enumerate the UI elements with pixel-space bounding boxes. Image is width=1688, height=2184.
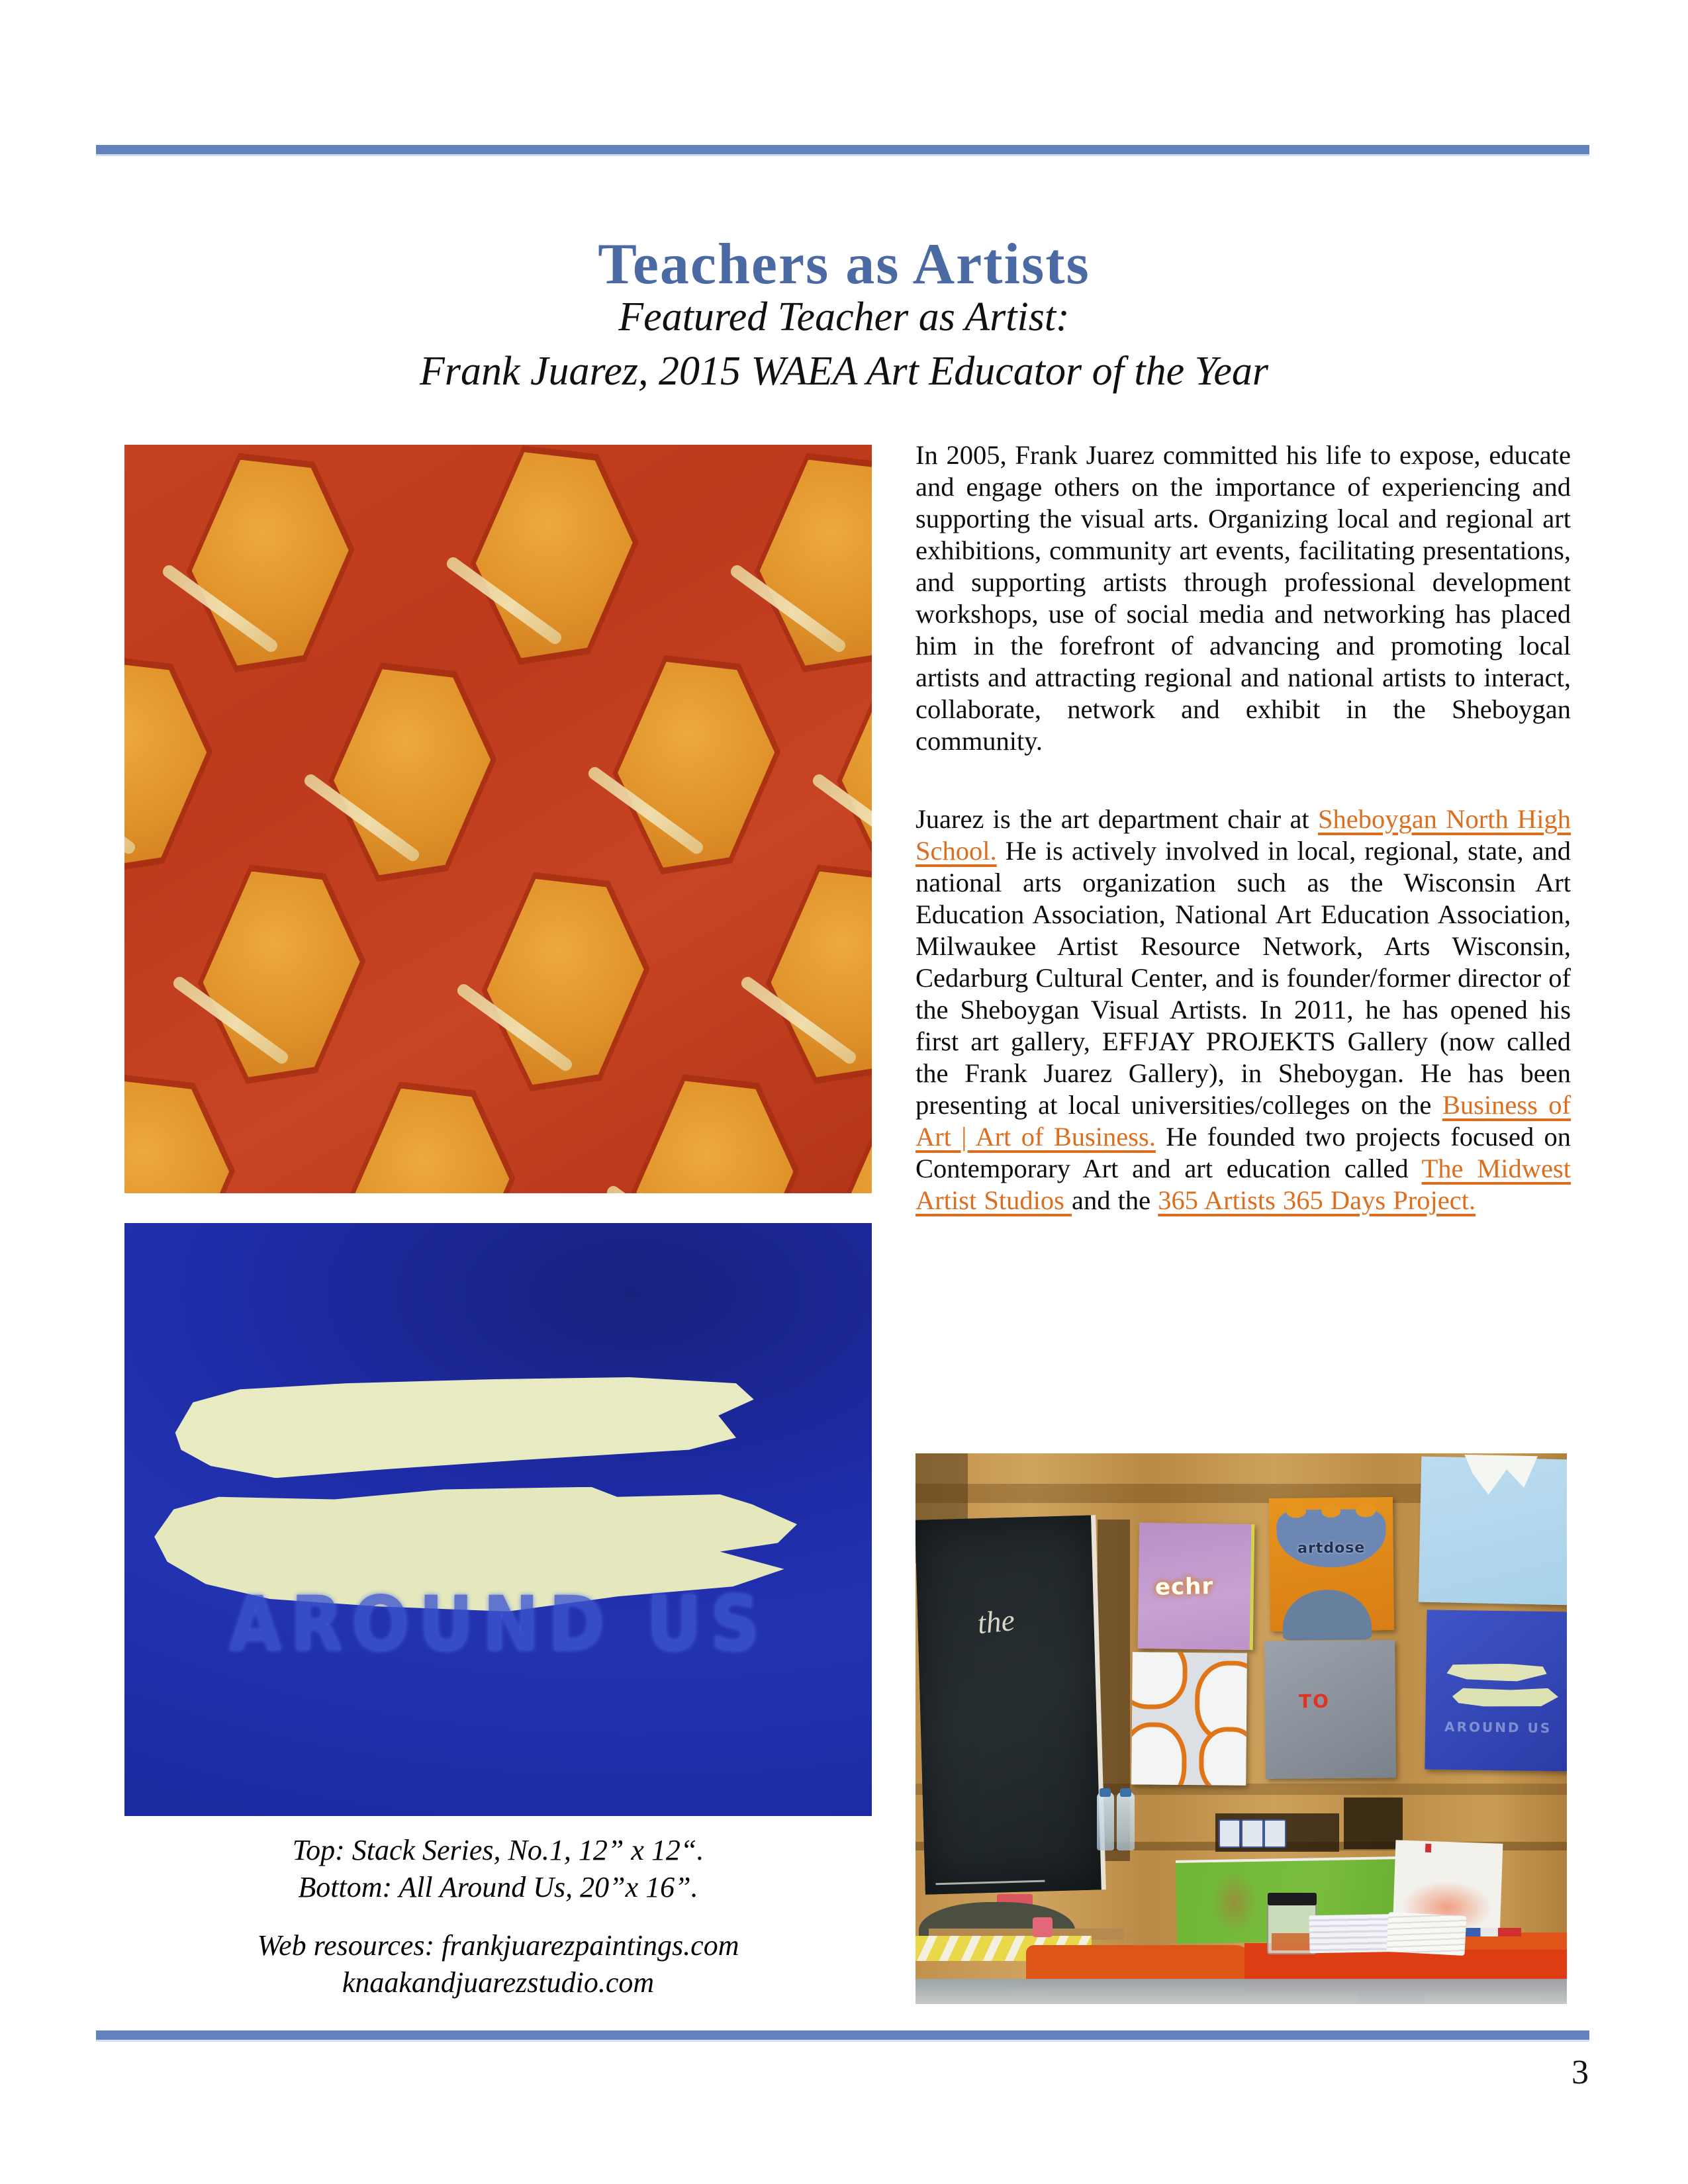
studio-photo — [915, 1453, 1567, 2004]
artwork-captions — [124, 1832, 872, 1906]
artdose-word: artdose — [1297, 1539, 1366, 1557]
shelf-cubby — [1344, 1797, 1403, 1849]
caption-top-artwork: Top: Stack Series, No.1, 12” x 12“. — [292, 1834, 704, 1866]
hexagon-shape — [771, 872, 872, 1077]
purple-canvas — [1137, 1522, 1254, 1649]
paper-stack — [1387, 1911, 1467, 1955]
link-365-artists-365-days[interactable]: 365 Artists 365 Days Project. — [1158, 1185, 1476, 1215]
artdose-canvas — [1269, 1497, 1394, 1631]
page-title: Teachers as Artists — [598, 232, 1090, 296]
link-midwest-artist-studios[interactable]: The Midwest Artist Studios — [915, 1154, 1571, 1215]
link-business-of-art[interactable]: Business of Art | Art of Business. — [915, 1090, 1571, 1152]
link-sheboygan-north-high-school[interactable]: Sheboygan North High School. — [915, 804, 1571, 866]
page-subtitle — [0, 290, 1688, 398]
paragraph-1: In 2005, Frank Juarez committed his life to expose, educate and engage others on the importance of experiencing and supporting the visual arts. Organizing local and regional art exhibitions, community art events, facilitating presentations, and supporting artists through professional development workshops, use of social media and networking has placed him in the forefront of advancing and promoting local artists and attracting regional and national artists to interact, collaborate, network and exhibit in the Sheboygan community. — [915, 440, 1571, 756]
foreground-table-edge — [915, 1979, 1567, 2004]
blob-scallop — [1287, 1504, 1307, 1518]
web-resources — [124, 1927, 872, 2001]
p2-text-1: Juarez is the art department chair at — [915, 804, 1318, 834]
blue-canvas-photo — [1425, 1610, 1567, 1771]
blue-canvas-word: AROUND US — [1444, 1718, 1552, 1737]
pink-jar — [1033, 1917, 1053, 1937]
subtitle-line-2: Frank Juarez, 2015 WAEA Art Educator of the Year — [419, 349, 1269, 394]
orange-outline-blob — [1199, 1727, 1247, 1785]
subtitle-line-1: Featured Teacher as Artist: — [618, 295, 1070, 340]
web-resource-line-2: knaakandjuarezstudio.com — [342, 1966, 655, 1999]
small-container — [1241, 1819, 1264, 1847]
p2-text-2: He is actively involved in local, regional, state, and national arts organization such as the Wisconsin Art Education Association, National Art Education Association, Milwaukee Artist Resource Network, Arts Wisconsin, Cedarburg Cultural Center, and is founder/former director of the Sheboygan Visual Artists. In 2011, he has opened his first art gallery, EFFJAY PROJEKTS Gallery (now called the Frank Juarez Gallery), in Sheboygan. He has been presenting at local universities/colleges on the — [915, 836, 1571, 1120]
blob-scallop — [1356, 1504, 1376, 1517]
blue-blob — [1282, 1589, 1372, 1641]
water-bottle — [1117, 1792, 1135, 1850]
gray-canvas — [1265, 1640, 1397, 1779]
chalkboard-canvas — [915, 1516, 1105, 1895]
web-resource-line-1: Web resources: frankjuarezpaintings.com — [257, 1929, 739, 1962]
chalkboard-word: the — [976, 1603, 1017, 1641]
p2-text-3: He founded two projects focused on Contemporary Art and art education called — [915, 1122, 1571, 1183]
paint-smudge — [1211, 1871, 1258, 1933]
around-us-stencil-text: AROUND US — [229, 1580, 769, 1668]
page-number: 3 — [1571, 2054, 1589, 2091]
paint-swath-top — [169, 1377, 760, 1478]
orange-outline-blob — [1131, 1722, 1187, 1786]
paragraph-2 — [915, 803, 1571, 1216]
p2-text-4: and the — [1072, 1185, 1158, 1215]
cream-swipe — [1447, 1662, 1548, 1682]
top-divider-bar — [96, 145, 1589, 154]
jar-lid — [1268, 1893, 1317, 1905]
colored-papers — [1463, 1928, 1522, 1936]
purple-canvas-word: echr — [1154, 1572, 1214, 1601]
article-body — [915, 439, 1571, 1216]
small-container — [1264, 1819, 1286, 1847]
gray-canvas-word: TO — [1299, 1690, 1331, 1713]
stack-series-painting — [124, 445, 872, 1193]
white-brush-shape — [1463, 1454, 1538, 1520]
small-container — [1219, 1819, 1241, 1847]
caption-bottom-artwork: Bottom: All Around Us, 20”x 16”. — [298, 1871, 698, 1903]
white-gray-canvas — [1131, 1652, 1247, 1785]
orange-outline-blob — [1131, 1652, 1188, 1709]
chalk-mark — [935, 1880, 1045, 1886]
cream-swipe — [1452, 1687, 1558, 1707]
hexagon-shape — [124, 662, 207, 868]
water-bottle — [1097, 1792, 1115, 1850]
all-around-us-painting — [124, 1223, 872, 1816]
jar-contents — [1272, 1933, 1313, 1950]
bottom-divider-bar — [96, 2030, 1589, 2040]
red-mark — [1426, 1844, 1432, 1852]
light-blue-canvas — [1418, 1456, 1567, 1605]
